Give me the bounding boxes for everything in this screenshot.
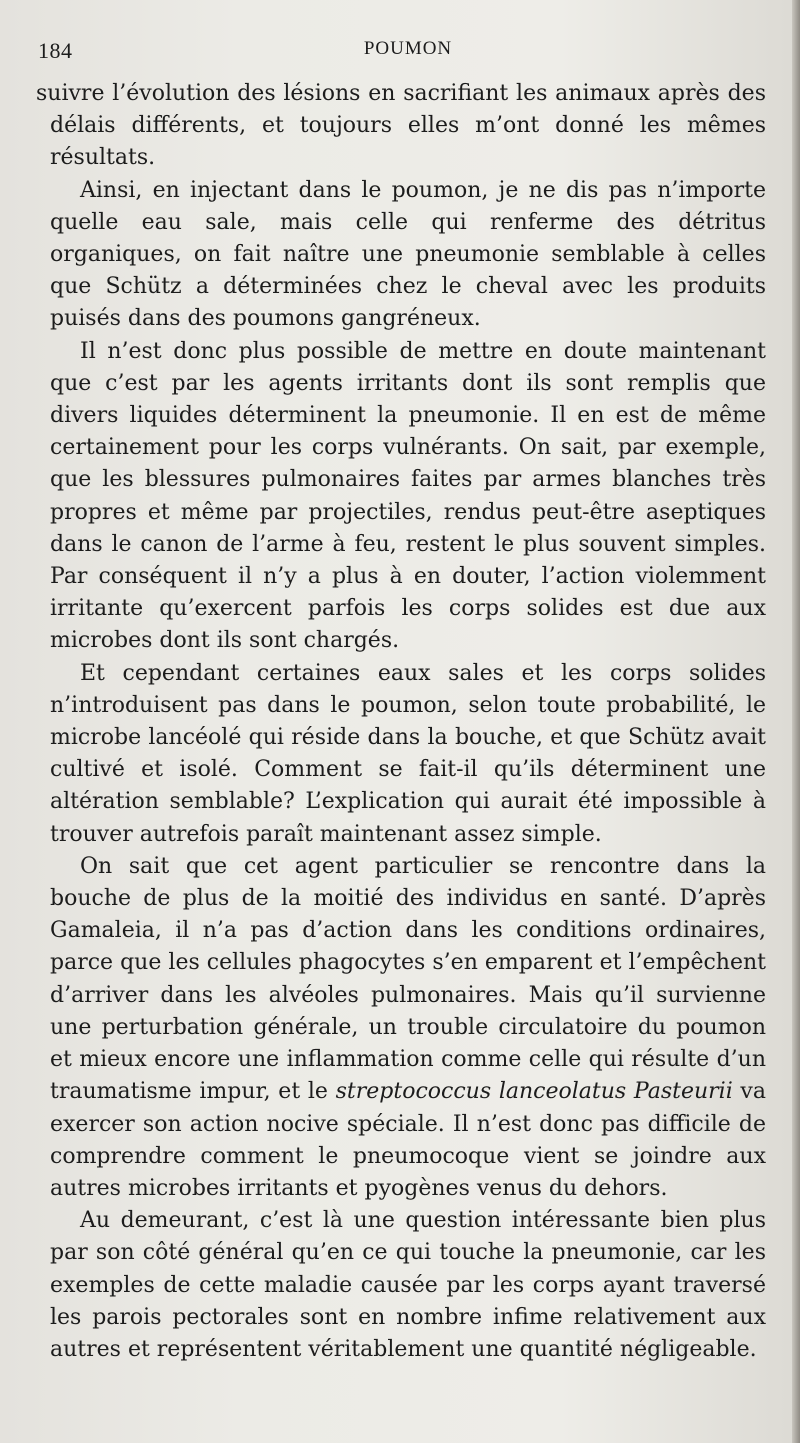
paragraph: Il n’est donc plus possible de mettre en doute maintenant que c’est par les agents irritants dont ils sont remplis que divers liquides déterminent la pneumonie. Il en est de même certainement pour les corps vulnérants. On sait, par exemple, que les blessures pulmonaires faites par armes blanches très propres et même par projectiles, rendus peut-être aseptiques dans le canon de l’arme à feu, restent le plus souvent simples. Par conséquent il n’y a plus à en douter, l’action violemment irritante qu’exercent parfois les corps solides est due aux microbes dont ils sont chargés. [50,338,766,654]
paragraph-text: On sait que cet agent particulier se rencontre dans la bouche de plus de la moitié des individus en santé. D’après Gamaleia, il n’a pas d’action dans les conditions ordinaires, parce que les cellules phagocytes s’en emparent et l’empêchent d’arriver dans les alvéoles pulmonaires. Mais qu’il survienne une perturbation générale, un trouble circulatoire du poumon et mieux encore une inflammation comme celle qui résulte d’un traumatisme impur, et le [50,853,766,1105]
paragraph: Au demeurant, c’est là une question intéressante bien plus par son côté général qu’en ce qui touche la pneumonie, car les exemples de cette maladie causée par les corps ayant traversé les parois pectorales sont en nombre infime relativement aux autres et représentent véritablement une quantité négligeable. [50,1208,766,1362]
running-title: POUMON [363,38,453,59]
paragraph: Ainsi, en injectant dans le poumon, je ne dis pas n’importe quelle eau sale, mais celle qui renferme des détritus organiques, on fait naître une pneumonie semblable à celles que Schütz a déterminées chez le cheval avec les produits puisés dans des poumons gangréneux. [50,177,766,332]
species-name: streptococcus lanceolatus Pasteurii [335,1079,733,1105]
body-text [36,78,766,1366]
paragraph: Et cependant certaines eaux sales et les corps solides n’introduisent pas dans le poumon, selon toute probabilité, le microbe lancéolé qui réside dans la bouche, et que Schütz avait cultivé et isolé. Comment se fait-il qu’ils déterminent une altération semblable? L’explication qui aurait été impossible à trouver autrefois paraît maintenant assez simple. [50,660,766,847]
paragraph-text: va exercer son action nocive spéciale. Il n’est donc pas difficile de comprendre comment le pneumocoque vient se joindre aux autres microbes irritants et pyogènes venus du dehors. [50,1079,766,1201]
page-header [38,38,766,68]
page-edge-shadow [792,0,800,1443]
page-number: 184 [38,38,73,63]
paragraph-continuation: suivre l’évolution des lésions en sacrifiant les animaux après des délais différents, et toujours elles m’ont donné les mêmes résultats. [36,81,766,171]
paragraph-with-species-name [50,851,766,1205]
